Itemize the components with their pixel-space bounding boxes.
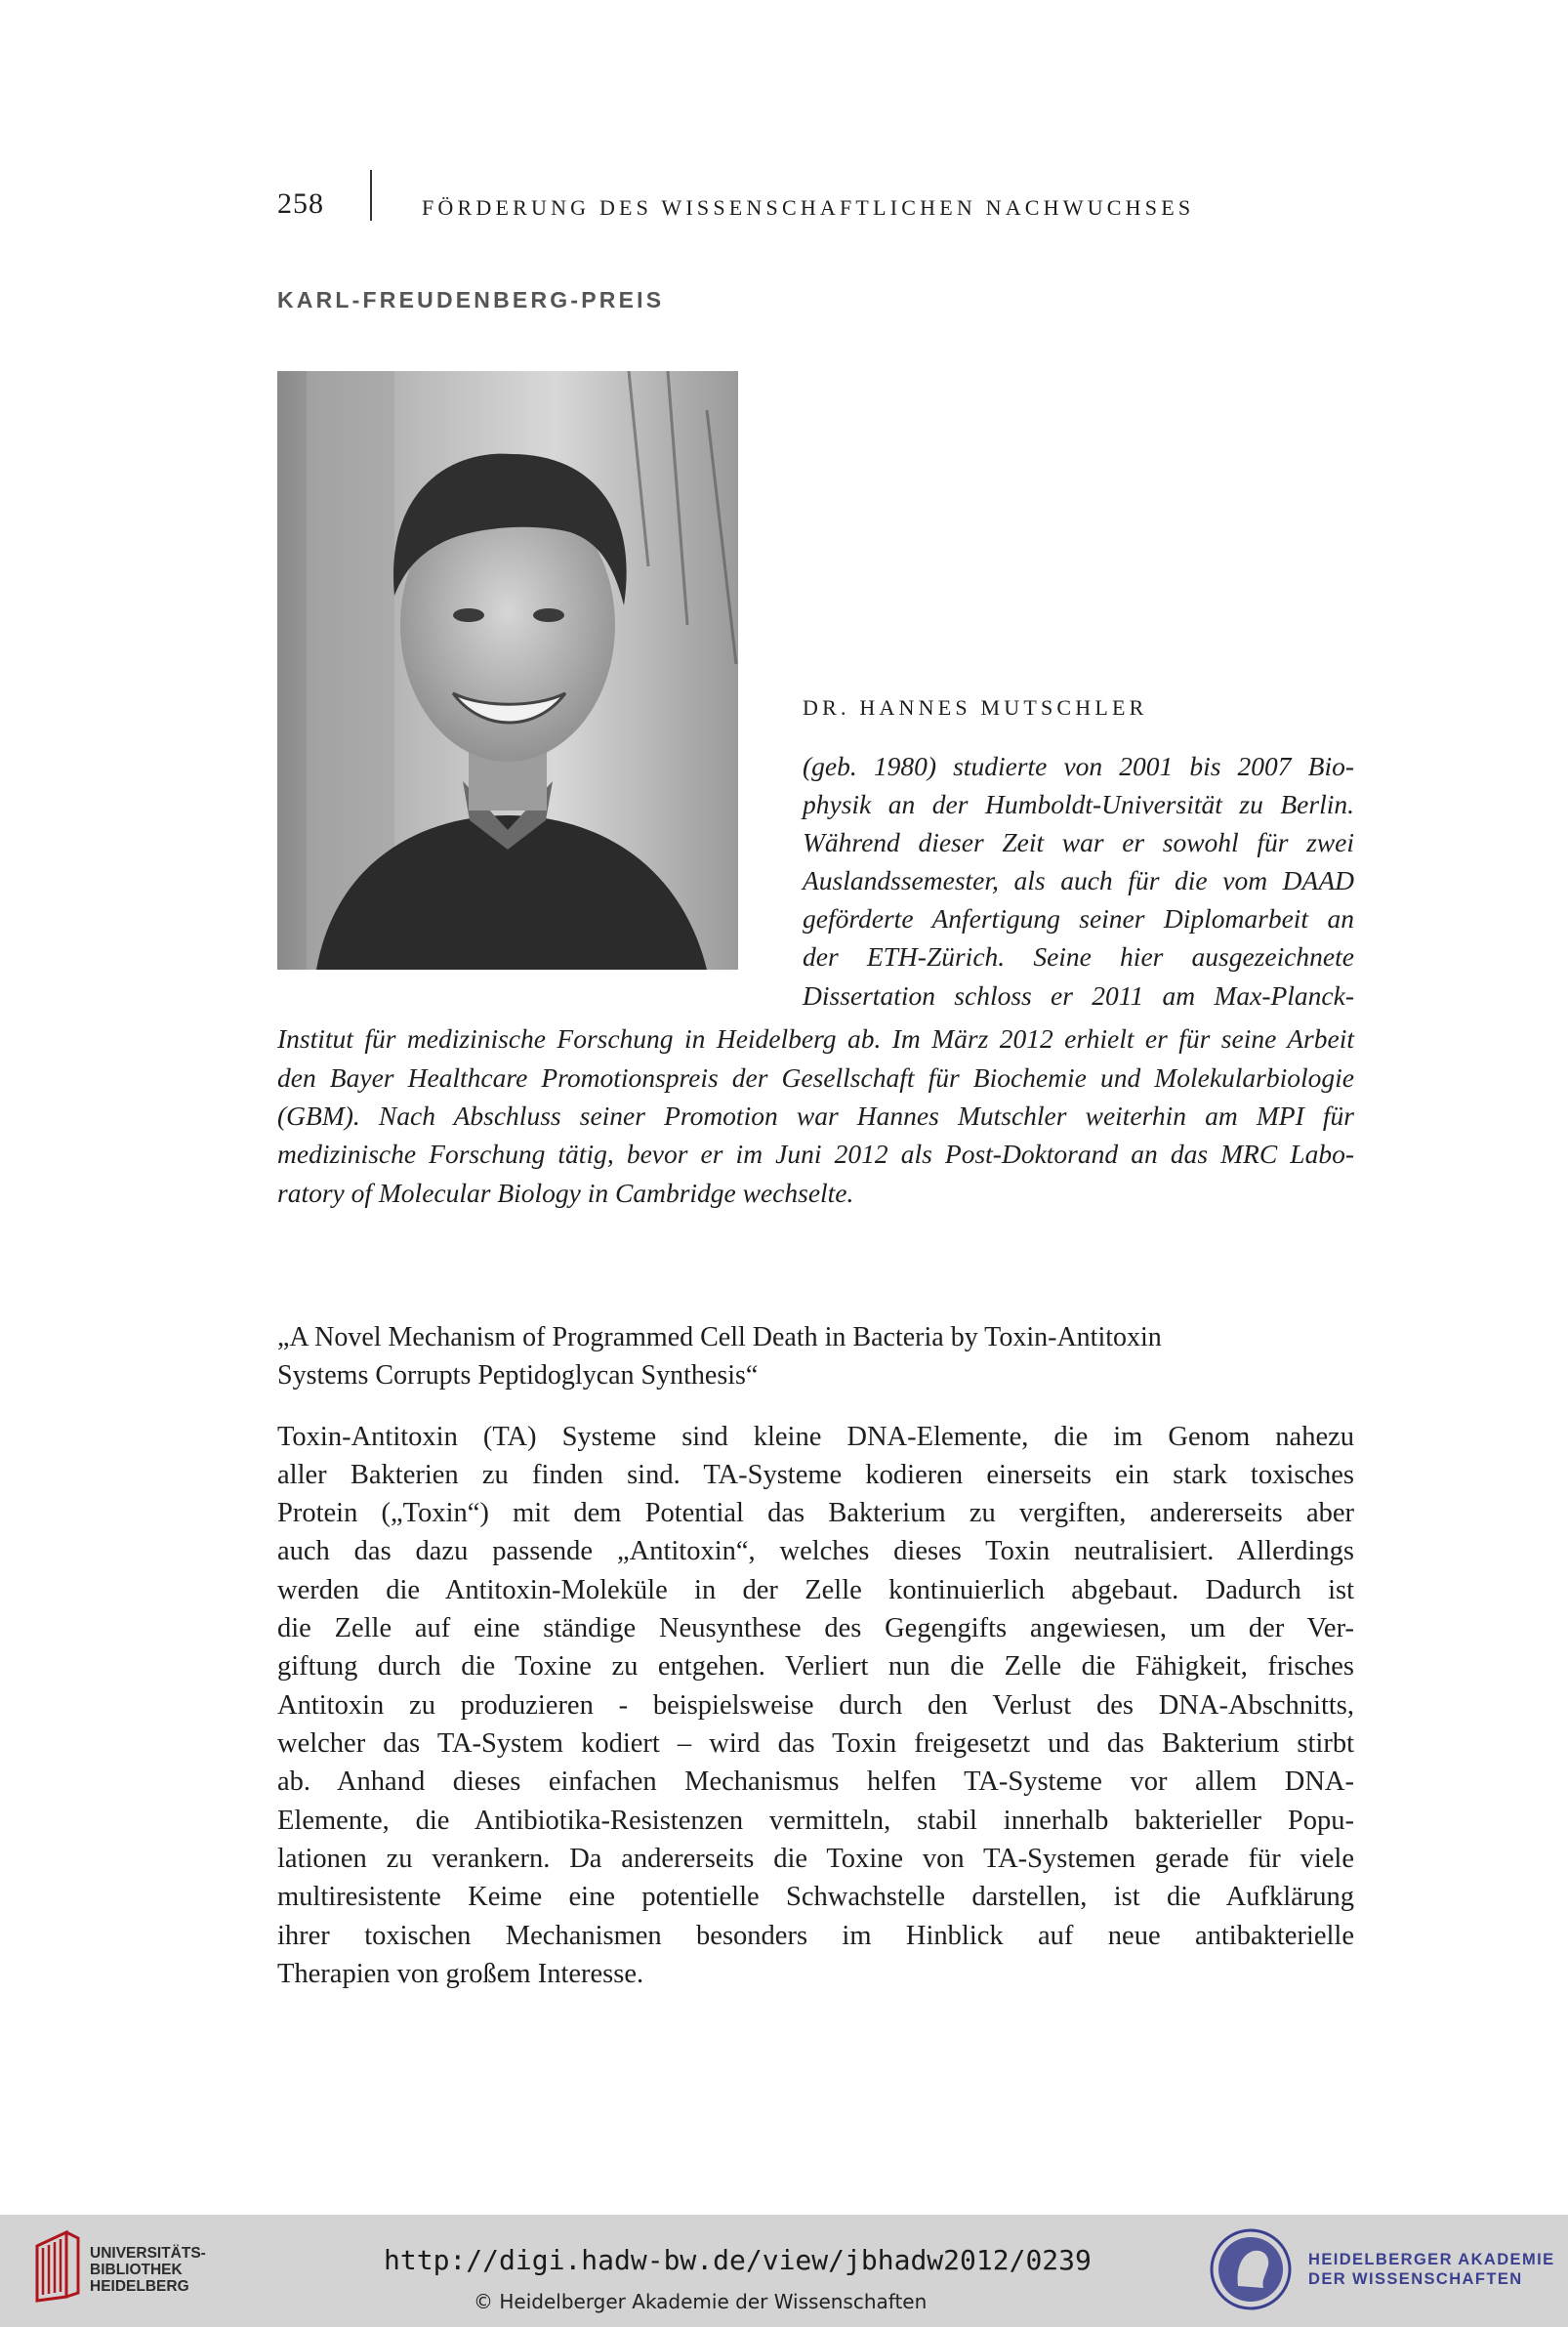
library-name-line: UNIVERSITÄTS-	[90, 2245, 206, 2262]
bio-line: Institut für medizinische Forschung in Heidelberg ab. Im März 2012 erhielt er für seine Arbeit	[277, 1023, 1354, 1054]
abstract-line: giftung durch die Toxine zu entgehen. Verliert nun die Zelle die Fähigkeit, frisches	[277, 1651, 1354, 1682]
academy-seal-icon	[1209, 2227, 1293, 2311]
bio-line: physik an der Humboldt-Universität zu Berlin.	[803, 789, 1354, 819]
abstract-line: Therapien von großem Interesse.	[277, 1959, 644, 1989]
bio-line: medizinische Forschung tätig, bevor er im Juni 2012 als Post-Doktorand an das MRC Labo-	[277, 1139, 1354, 1169]
bio-line: ratory of Molecular Biology in Cambridge wechselte.	[277, 1178, 854, 1208]
abstract-line: Protein („Toxin“) mit dem Potential das Bakterium zu vergiften, andererseits aber	[277, 1498, 1354, 1528]
page-number: 258	[277, 187, 324, 220]
abstract-line: ab. Anhand dieses einfachen Mechanismus helfen TA-Systeme vor allem DNA-	[277, 1766, 1354, 1797]
library-name-line: HEIDELBERG	[90, 2278, 189, 2295]
permalink-url[interactable]: http://digi.hadw-bw.de/view/jbhadw2012/0239	[384, 2244, 1092, 2276]
abstract-line: ihrer toxischen Mechanismen besonders im Hinblick auf neue antibakterielle	[277, 1921, 1354, 1951]
university-library-logo-icon	[29, 2228, 84, 2303]
bio-line: (GBM). Nach Abschluss seiner Promotion war Hannes Mutschler weiterhin am MPI für	[277, 1101, 1354, 1131]
abstract-line: Toxin-Antitoxin (TA) Systeme sind kleine DNA-Elemente, die im Genom nahezu	[277, 1422, 1354, 1452]
abstract-line: multiresistente Keime eine potentielle Schwachstelle darstellen, ist die Aufklärung	[277, 1882, 1354, 1912]
abstract-line: auch das dazu passende „Antitoxin“, welches dieses Toxin neutralisiert. Allerdings	[277, 1536, 1354, 1566]
lecture-title-line: Systems Corrupts Peptidoglycan Synthesis“	[277, 1360, 759, 1391]
abstract-line: werden die Antitoxin-Moleküle in der Zelle kontinuierlich abgebaut. Dadurch ist	[277, 1575, 1354, 1605]
laureate-portrait	[277, 371, 738, 970]
bio-line: der ETH-Zürich. Seine hier ausgezeichnete	[803, 941, 1354, 972]
abstract-line: Antitoxin zu produzieren - beispielsweise durch den Verlust des DNA-Abschnitts,	[277, 1690, 1354, 1721]
header-divider	[370, 170, 372, 221]
lecture-title	[277, 1318, 1371, 1394]
bio-line: Auslandssemester, als auch für die vom DAAD	[803, 865, 1354, 895]
copyright-notice: © Heidelberger Akademie der Wissenschaften	[474, 2290, 928, 2313]
bio-line: Dissertation schloss er 2011 am Max-Planck-	[803, 980, 1354, 1011]
academy-name-line: HEIDELBERGER AKADEMIE	[1308, 2251, 1555, 2268]
abstract-line: die Zelle auf eine ständige Neusynthese des Gegengifts angewiesen, um der Ver-	[277, 1613, 1354, 1643]
abstract-line: Elemente, die Antibiotika-Resistenzen vermitteln, stabil innerhalb bakterieller Popu-	[277, 1806, 1354, 1836]
library-name-line: BIBLIOTHEK	[90, 2262, 183, 2278]
section-title: KARL-FREUDENBERG-PREIS	[277, 287, 665, 312]
running-title: FÖRDERUNG DES WISSENSCHAFTLICHEN NACHWUCHSES	[422, 195, 1195, 220]
abstract-line: lationen zu verankern. Da andererseits die Toxine von TA-Systemen gerade für viele	[277, 1844, 1354, 1874]
academy-name-line: DER WISSENSCHAFTEN	[1308, 2270, 1523, 2288]
bio-line: den Bayer Healthcare Promotionspreis der Gesellschaft für Biochemie und Molekularbiologie	[277, 1062, 1354, 1093]
bio-line: (geb. 1980) studierte von 2001 bis 2007 Bio-	[803, 751, 1354, 781]
academy-name	[1308, 2250, 1554, 2289]
bio-line: geförderte Anfertigung seiner Diplomarbeit an	[803, 903, 1354, 934]
lecture-title-line: „A Novel Mechanism of Programmed Cell Death in Bacteria by Toxin-Antitoxin	[277, 1322, 1162, 1352]
university-library-name	[90, 2245, 206, 2295]
bio-line: Während dieser Zeit war er sowohl für zwei	[803, 827, 1354, 857]
abstract-line: welcher das TA-System kodiert – wird das Toxin freigesetzt und das Bakterium stirbt	[277, 1728, 1354, 1759]
laureate-name: DR. HANNES MUTSCHLER	[803, 695, 1148, 720]
abstract-line: aller Bakterien zu finden sind. TA-Systeme kodieren einerseits ein stark toxisches	[277, 1460, 1354, 1490]
